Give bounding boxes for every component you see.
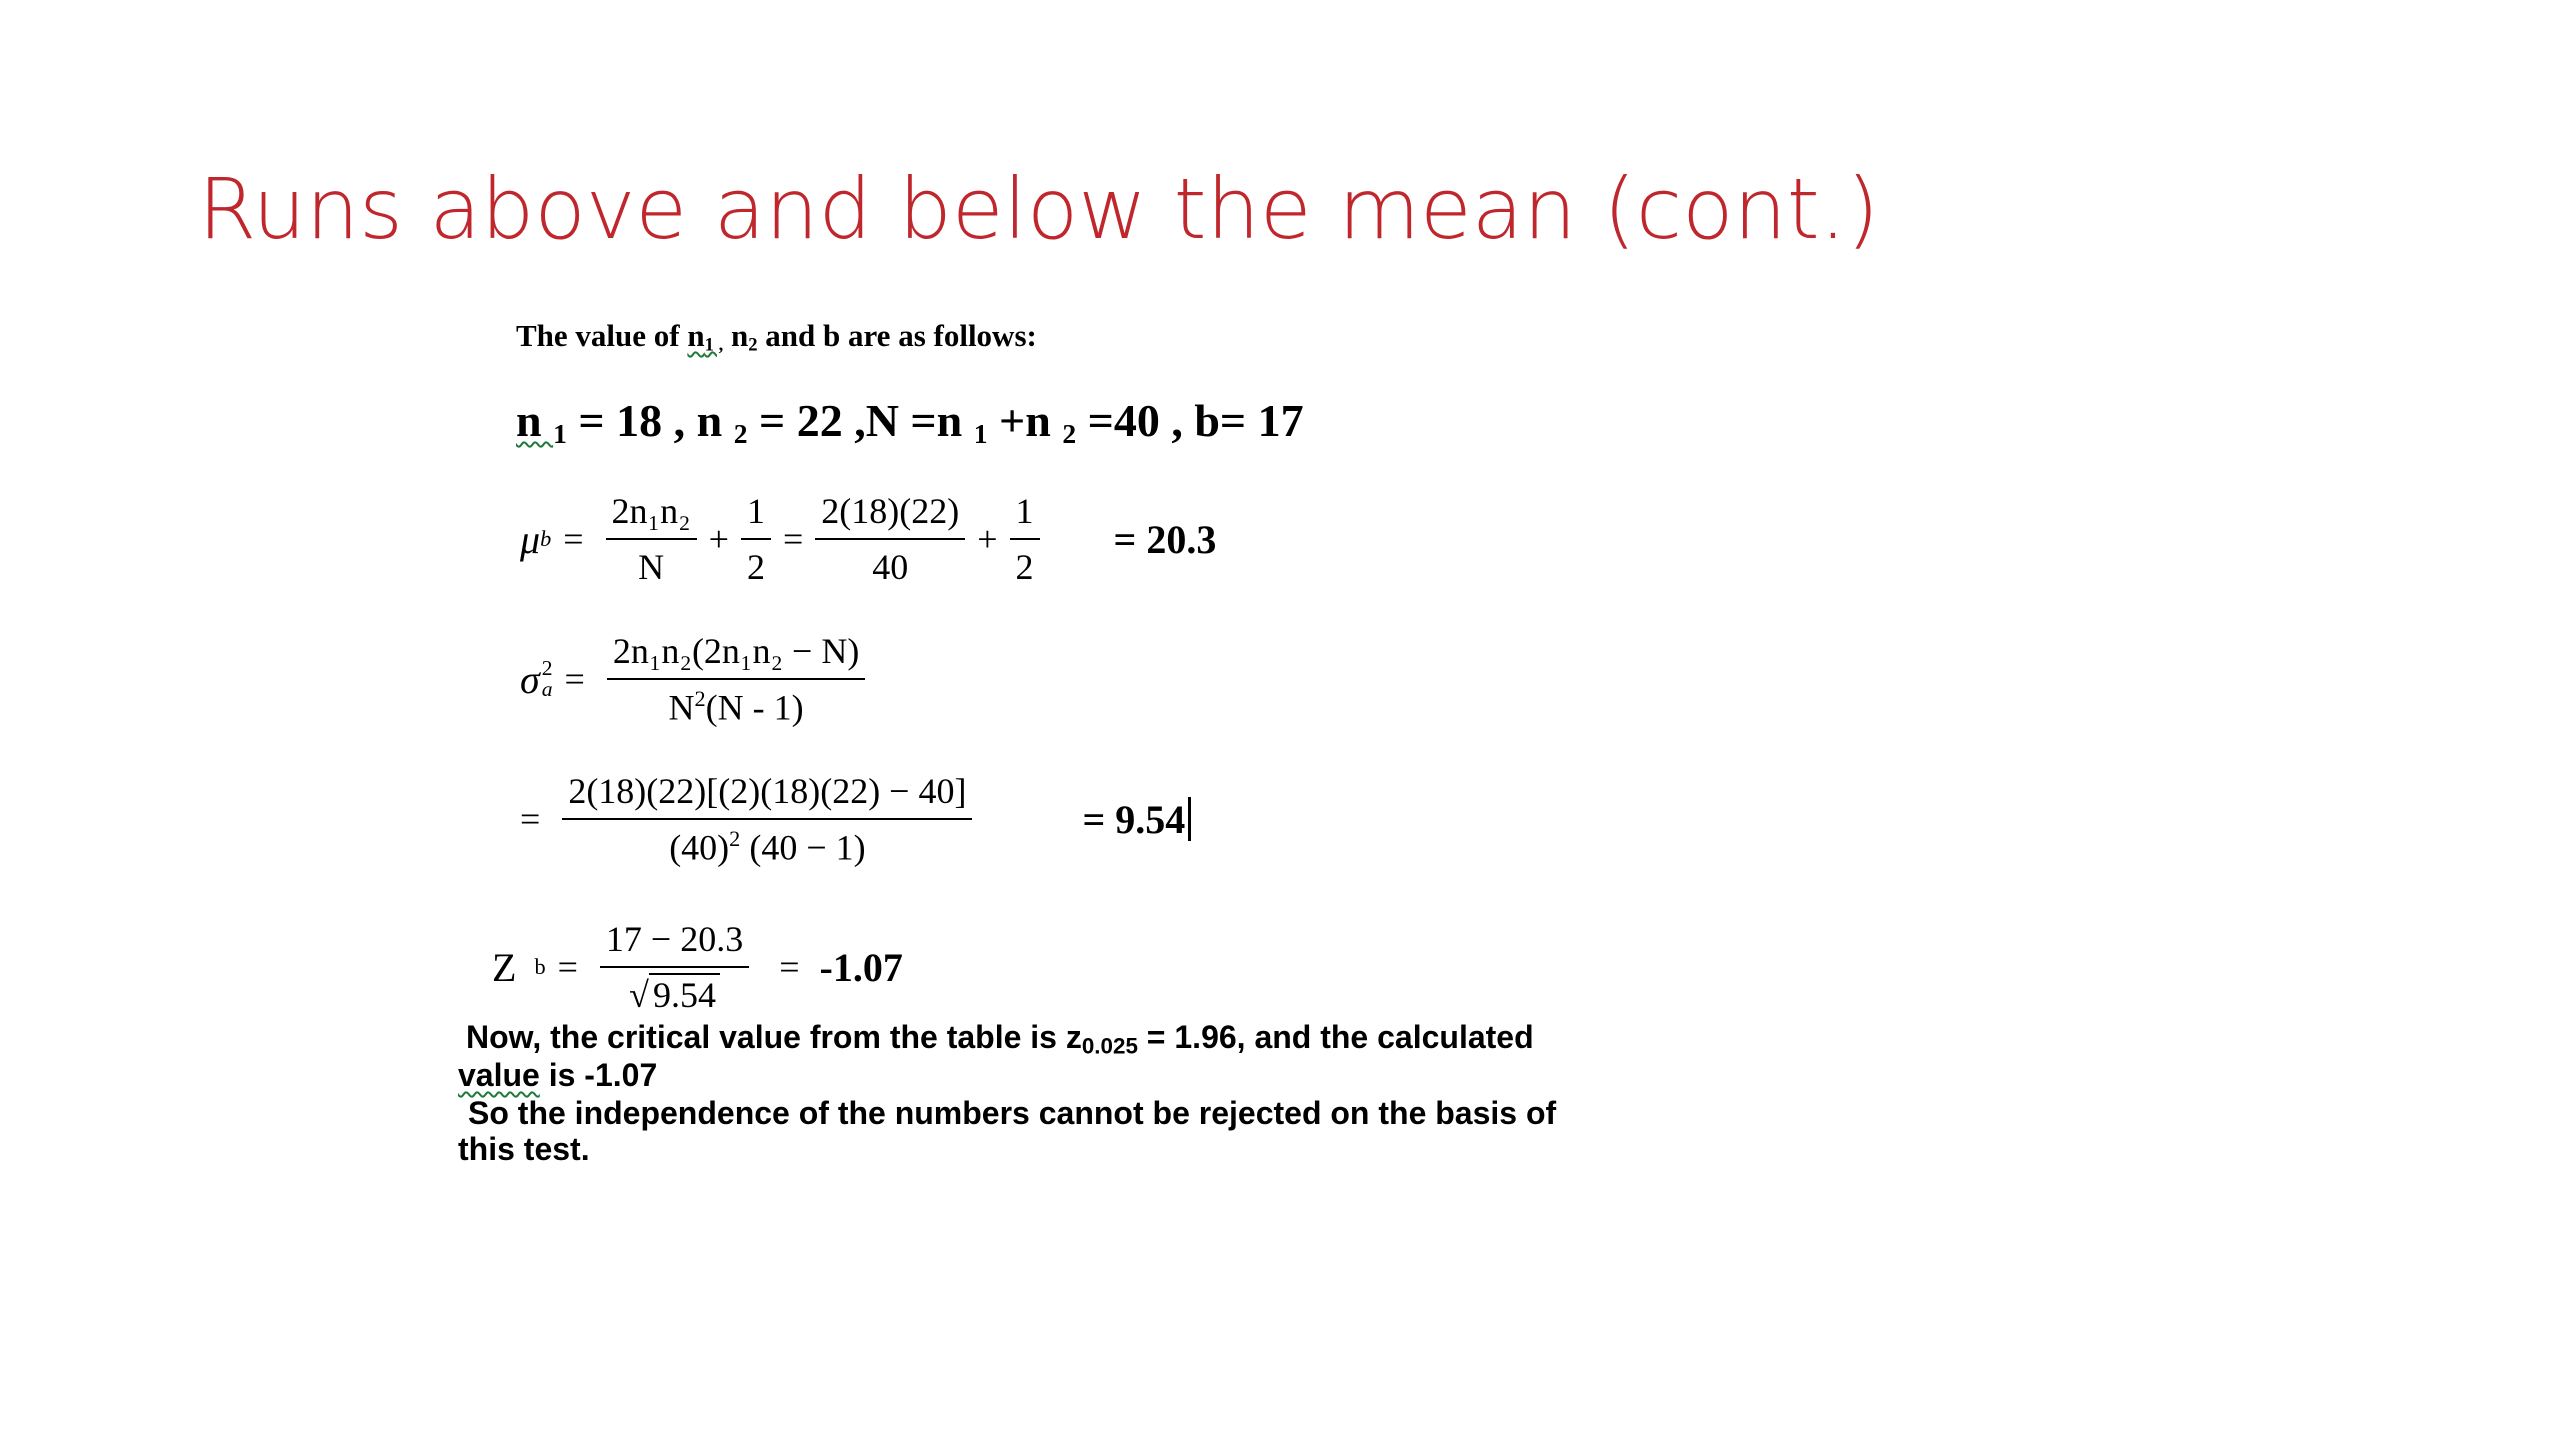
- sigma-sup: 2: [541, 655, 553, 680]
- frac-denominator: [623, 968, 726, 1016]
- variance-fraction: [607, 630, 865, 728]
- conclusion-line-3: So the independence of the numbers cannot be rejected on the basis of: [468, 1095, 1557, 1131]
- intro-text: [516, 318, 1037, 357]
- mean-eq-sign-1: =: [563, 519, 584, 559]
- mean-equation: [520, 490, 1216, 588]
- conclusion-line-2-b: is -1.07: [539, 1057, 658, 1093]
- sigma-symbol: σ: [520, 656, 540, 702]
- frac-numerator: 2(18)(22)[(2)(18)(22) − 40]: [562, 770, 972, 820]
- values-part3: = 22 ,N =n: [747, 395, 974, 446]
- z-fraction: [600, 918, 749, 1016]
- values-part4: +n: [987, 395, 1063, 446]
- sqrt-value: 9.54: [649, 973, 720, 1015]
- frac-denominator: 2: [746, 547, 765, 587]
- z-eq-sign-2: =: [779, 947, 800, 987]
- text-cursor: [1188, 797, 1191, 841]
- variance-calc-fraction: [562, 770, 972, 868]
- intro-n2-letter: n: [723, 318, 749, 353]
- mean-plus-2: +: [977, 519, 998, 559]
- variance-calculation: [520, 770, 1191, 868]
- intro-prefix: The value of: [516, 318, 688, 353]
- intro-n1: [687, 318, 724, 356]
- intro-n2-sub: 2: [748, 334, 758, 356]
- values-sub1: 1: [553, 417, 567, 449]
- slide-title: Runs above and below the mean (cont.): [198, 160, 1880, 258]
- intro-n1-letter: n: [687, 318, 705, 353]
- frac-denominator: 40: [872, 547, 909, 587]
- z-sub: b: [534, 954, 546, 979]
- variance-eq-sign: =: [564, 659, 585, 700]
- conclusion-line-2: [458, 1056, 1758, 1094]
- conclusion-line-1-a: Now, the critical value from the table is z: [466, 1019, 1082, 1055]
- values-part2: = 18 , n: [566, 395, 734, 446]
- frac-numerator: 1: [741, 490, 771, 540]
- den-rest: (40 − 1): [740, 827, 866, 868]
- conclusion-value-word: value: [458, 1057, 540, 1093]
- mean-result: = 20.3: [1113, 516, 1217, 562]
- sigma-sub: a: [541, 677, 553, 702]
- frac-denominator: [663, 680, 810, 728]
- values-part5: =40 , b= 17: [1076, 395, 1304, 446]
- frac-denominator: [663, 820, 871, 868]
- intro-n1-sub: 1 ,: [704, 334, 724, 356]
- den-base: (40): [669, 827, 730, 868]
- fraction-values-over-40: [815, 490, 965, 588]
- frac-numerator: 1: [1010, 490, 1040, 540]
- fraction-2n1n2-over-n: [606, 490, 697, 588]
- values-sub3: 1: [973, 417, 988, 449]
- z-equation: [492, 918, 903, 1016]
- z-critical-sub: 0.025: [1081, 1033, 1138, 1059]
- variance-result: = 9.54: [1082, 796, 1186, 842]
- conclusion-line-1-b: = 1.96, and the calculated: [1137, 1019, 1534, 1055]
- sqrt-symbol: √: [629, 975, 649, 1015]
- den-rest: (N - 1): [705, 687, 804, 728]
- conclusion-line-4: this test.: [458, 1131, 590, 1167]
- frac-numerator: 2n₁n₂(2n₁n₂ − N): [607, 630, 865, 680]
- values-part1: n: [516, 395, 554, 446]
- fraction-half-1: [741, 490, 771, 588]
- values-sub4: 2: [1062, 417, 1077, 449]
- frac-numerator: 2n₁n₂: [606, 490, 697, 540]
- mu-sub: b: [540, 526, 552, 551]
- mean-plus-1: +: [708, 519, 729, 559]
- frac-denominator: N: [638, 547, 665, 587]
- frac-denominator: 2: [1015, 547, 1034, 587]
- mean-eq-sign-2: =: [782, 519, 804, 559]
- frac-numerator: 17 − 20.3: [600, 918, 749, 968]
- den-sup: 2: [729, 826, 741, 851]
- values-sub2: 2: [733, 417, 748, 449]
- z-result: -1.07: [819, 944, 903, 990]
- intro-suffix: and b are as follows:: [757, 318, 1037, 353]
- den-sup: 2: [694, 686, 706, 711]
- den-base: N: [668, 687, 695, 728]
- z-eq-sign: =: [557, 947, 578, 987]
- variance-formula: [520, 630, 875, 728]
- values-line: [516, 394, 1304, 450]
- z-symbol: Z: [492, 944, 517, 990]
- fraction-half-2: [1010, 490, 1040, 588]
- sigma-indices: [541, 655, 553, 702]
- frac-numerator: 2(18)(22): [815, 490, 965, 540]
- variance-calc-eq-sign: =: [520, 799, 541, 840]
- mu-symbol: μ: [520, 516, 541, 562]
